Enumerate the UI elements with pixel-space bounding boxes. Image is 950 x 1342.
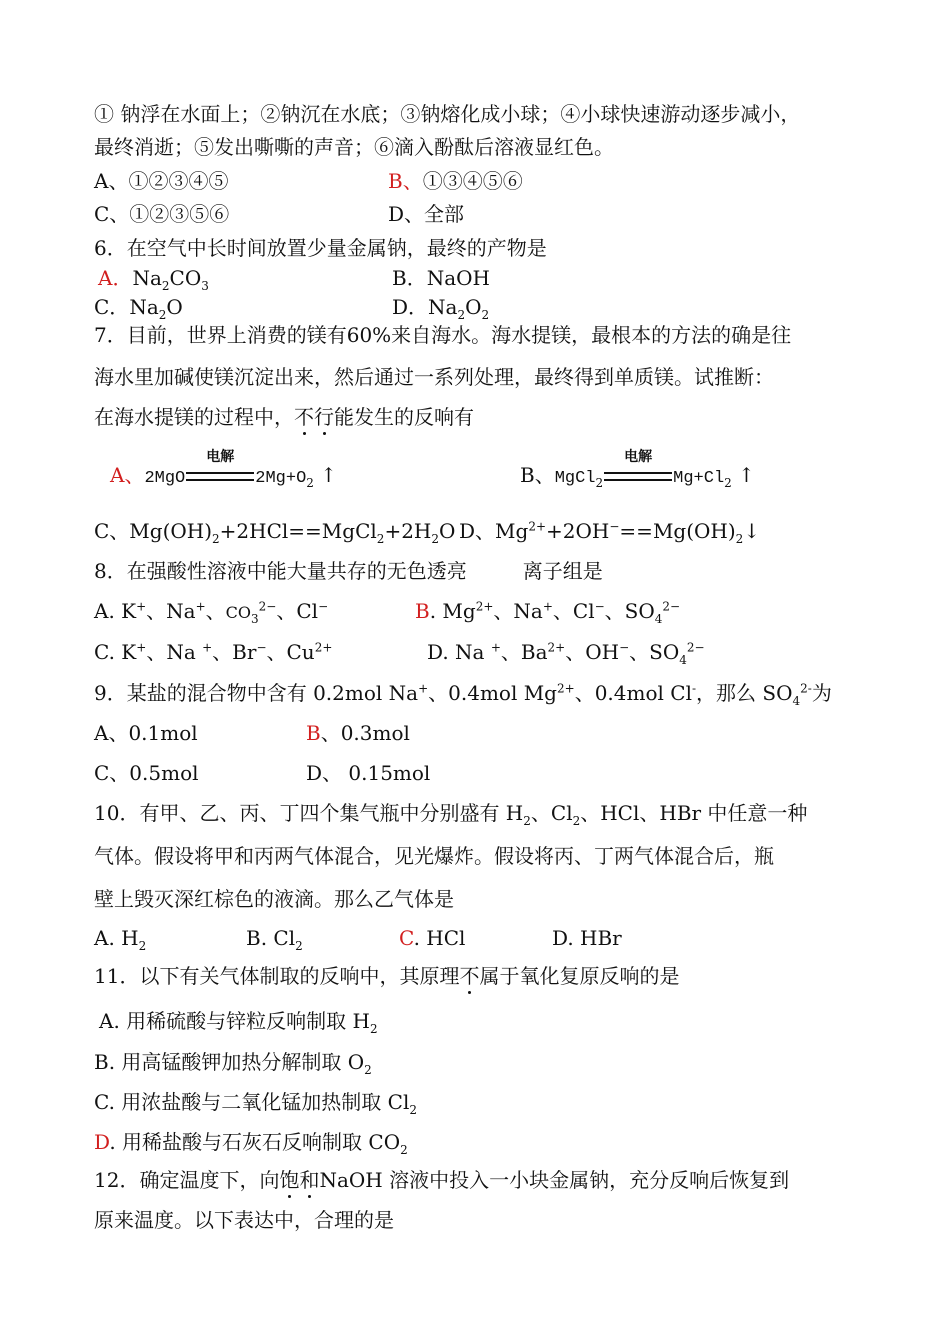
emphasis-dot: 行 [314,405,334,429]
emphasis-dot: 饱 [279,1168,300,1192]
q10-option-c: C. HCl [399,926,466,950]
q8-option-d: D. Na +、$Ba^{2+}$、OH−、$SO_4^{2-}$ [427,640,705,667]
q7-line-3: 在海水提镁的过程中，不行能发生的反响有 [94,405,474,429]
q5-line-2: 最终消逝；⑤发出嘶嘶的声音；⑥滴入酚酞后溶液显红色。 [94,135,614,159]
emphasis-dot: 和 [299,1168,320,1192]
q11-option-c: C. 用浓盐酸与二氧化锰加热制取 $Cl_2$ [94,1090,418,1117]
q5-option-a: A、①②③④⑤ [94,169,229,193]
q11-option-a: A. 用稀硫酸与锌粒反响制取 $H_2$ [99,1009,378,1036]
q10-option-b: B. $Cl_2$ [246,926,303,953]
q9-option-b: B、0.3mol [306,721,410,745]
q5-option-c: C、①②③⑤⑥ [94,202,230,226]
q10-line-2: 气体。假设将甲和丙两气体混合，见光爆炸。假设将丙、丁两气体混合后，瓶 [94,844,774,868]
q6-option-c: C．$Na_2O$ [94,295,183,322]
q10-line-1: 10．有甲、乙、丙、丁四个集气瓶中分别盛有 $H_2$、$Cl_2$、HCl、HBr 中任意一种 [94,801,808,828]
q7-line-2: 海水里加碱使镁沉淀出来，然后通过一系列处理，最终得到单质镁。试推断： [94,365,774,389]
q12-line-1: 12．确定温度下，向饱和NaOH 溶液中投入一小块金属钠，充分反响后恢复到 [94,1168,790,1192]
q9-option-d: D、 0.15mol [306,761,431,785]
q7-option-c: C、$Mg(OH)_2+2HCl==MgCl_2+2H_2O$ [94,519,456,546]
q5-line-1: ① 钠浮在水面上；②钠沉在水底；③钠熔化成小球；④小球快速游动逐步减小， [94,102,801,126]
electrolysis-equals: 电解 [603,462,673,488]
q7-option-a: A、2MgO 电解 $2Mg+O_2$ ↑ [110,448,338,490]
q8-option-c: C. K+、Na +、Br−、$Cu^{2+}$ [94,640,333,664]
q8-option-b: B. $Mg^{2+}$、Na+、Cl−、$SO_4^{2-}$ [415,599,681,626]
q6-option-d: D．$Na_2O_2$ [392,295,490,322]
q9-stem: 9．某盐的混合物中含有 0.2mol Na+、0.4mol $Mg^{2+}$、0.4mol Cl-，那么 $SO_4^{2-}$为 [94,681,832,708]
q6-option-a: A．$Na_2CO_3$ [98,266,209,293]
q7-option-b: B、MgCl$_2$ 电解 $Mg+Cl_2$ ↑ [520,448,755,490]
q10-option-d: D. HBr [552,926,622,950]
electrolysis-equals: 电解 [185,462,255,488]
q5-option-d: D、全部 [388,202,465,226]
q10-option-a: A. $H_2$ [94,926,147,953]
q11-option-d: D. 用稀盐酸与石灰石反响制取 $CO_2$ [94,1130,408,1157]
q10-line-3: 壁上毁灭深红棕色的液滴。那么乙气体是 [94,887,454,911]
q8-option-a: A. K+、Na+、$CO_3^{2-}$、Cl− [94,599,329,626]
q9-option-c: C、0.5mol [94,761,199,785]
q6-option-b: B．NaOH [392,266,490,290]
q5-option-b: B、①③④⑤⑥ [388,169,523,193]
q9-option-a: A、0.1mol [94,721,198,745]
q7-line-1: 7．目前，世界上消费的镁有60%来自海水。海水提镁，最根本的方法的确是往 [94,323,792,347]
q6-stem: 6．在空气中长时间放置少量金属钠，最终的产物是 [94,236,547,260]
q11-option-b: B. 用高锰酸钾加热分解制取 $O_2$ [94,1050,372,1077]
q11-stem: 11．以下有关气体制取的反响中，其原理不属于氧化复原反响的是 [94,964,680,988]
emphasis-dot: 不 [294,405,314,429]
q12-line-2: 原来温度。以下表达中，合理的是 [94,1208,394,1232]
q8-stem: 8．在强酸性溶液中能大量共存的无色透亮 离子组是 [94,559,603,583]
q7-option-d: D、$Mg^{2+}+2OH^-==Mg(OH)_2↓$ [459,519,761,546]
emphasis-dot: 不 [459,964,480,988]
